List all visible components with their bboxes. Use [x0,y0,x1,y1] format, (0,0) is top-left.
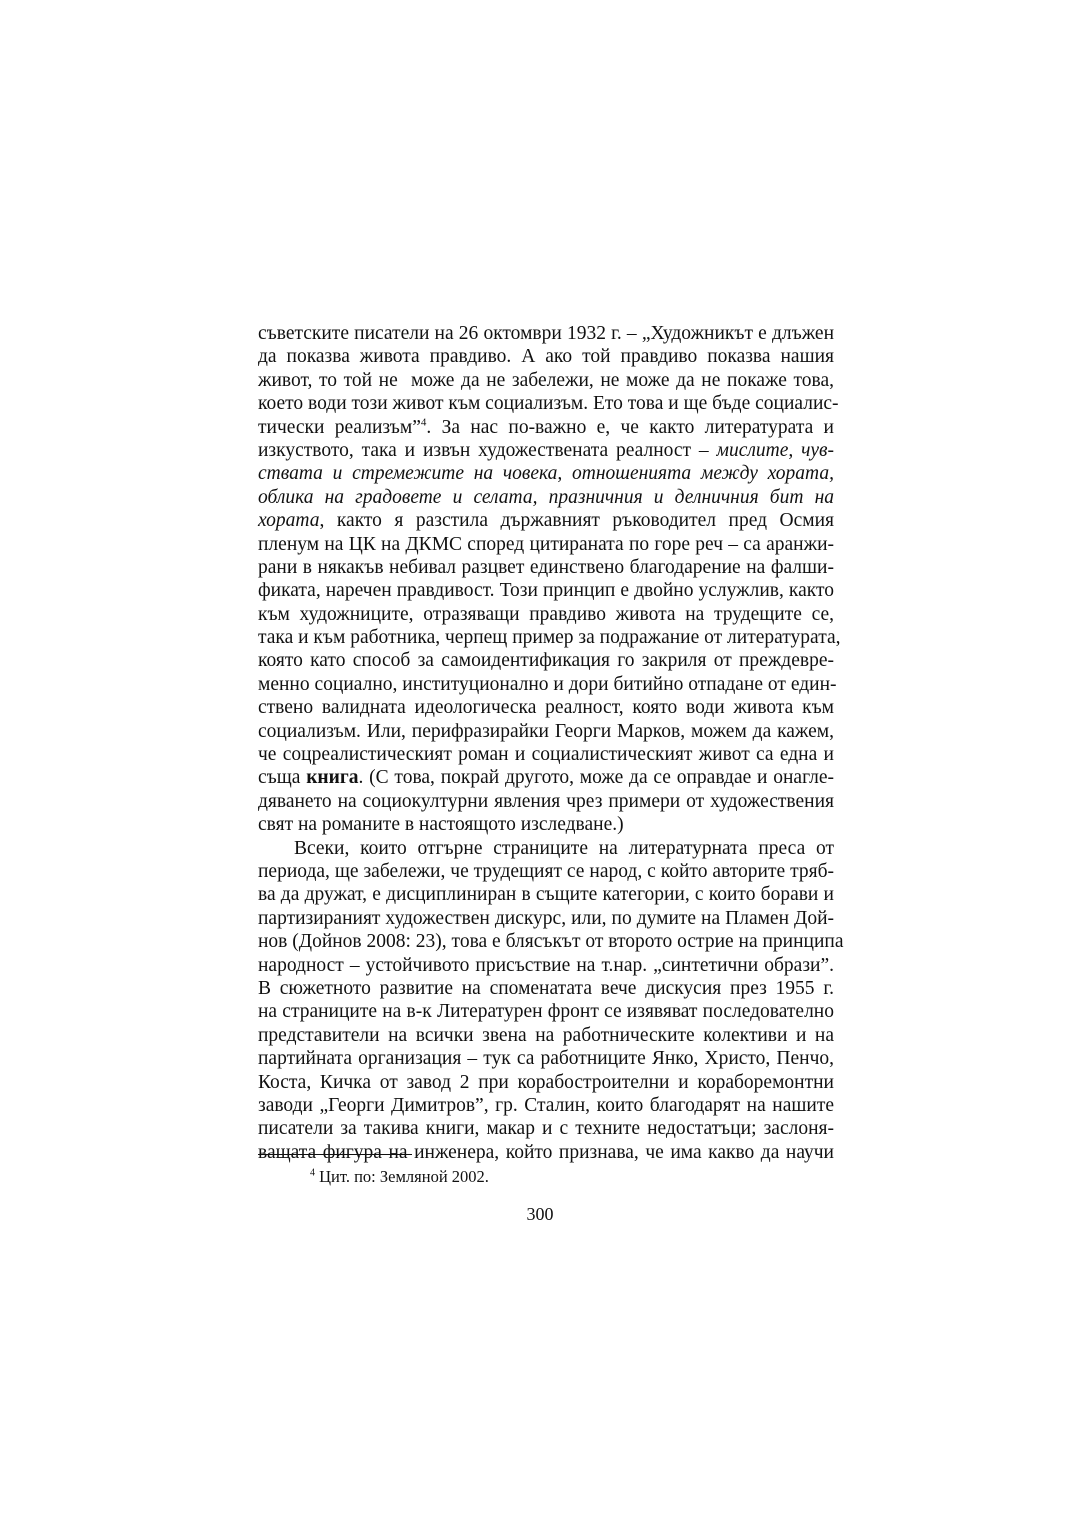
text-line: социализъм. Или, перифразирайки Георги Марков, можем да кажем, [258,720,834,742]
text-line: Всеки, които отгърне страниците на литературната преса от [294,837,834,859]
text-line: ва да дружат, е дисциплиниран в същите категории, с които борави и [258,884,834,906]
text-line: тически реализъм”$^4$. За нас по-важно е, че както литературата и [258,416,834,438]
text-line: което води този живот към социализъм. Ето това и ще бъде социалис- [258,393,839,415]
text-line: живот, то той не може да не забележи, не може да не покаже това, [258,369,834,391]
text-line: нов (Дойнов 2008: 23), това е блясъкът от второто острие на принципа [258,931,844,953]
text-line: рани в някакъв небивал разцвет единствено благодарение на фалши- [258,556,834,578]
text-line: ствата и стремежите на човека, отношенията между хората, [258,463,834,485]
text-line: хората, както я разстила държавният ръководител пред Осмия [258,510,834,532]
text-line: облика на градовете и селата, празничния и делничния бит на [258,486,834,508]
footnote-marker: 4 [310,1167,315,1179]
bold-term: книга [306,767,359,789]
text-line: фиката, наречен правдивост. Този принцип е двойно услужлив, както [258,580,834,602]
page-number: 300 [526,1204,554,1224]
main-text [258,322,844,1164]
text-line: съща книга. (С това, покрай другото, може да се оправдае и онагле- [258,767,834,789]
text-line: пленум на ЦК на ДКМС според цитираната по горе реч – са аранжи- [258,533,834,555]
footnote-text: Цит. по: Земляной 2002. [315,1167,489,1186]
text-line: дяването на социокултурни явления чрез примери от художествения [258,790,834,812]
footnote [310,1167,489,1187]
text-line: ствено валидната идеологическа реалност, която води живота към [258,697,834,719]
text-line: представители на всички звена на работническите колективи и на [258,1024,834,1046]
text-line: Коста, Кичка от завод 2 при корабостроителни и кораборемонтни [258,1071,834,1093]
text-line: така и към работника, черпещ пример за подражание от литературата, [258,627,841,649]
text-line: менно социално, институционално и дори битийно отпадане от един- [258,673,837,695]
text-line: която като способ за самоидентификация го закриля от преждевре- [258,650,834,672]
text-line: периода, ще забележи, че трудещият се народ, с който авторите тряб- [258,860,834,882]
text-line: В сюжетното развитие на споменатата вече дискусия през 1955 г. [258,977,834,999]
text-line: свят на романите в настоящото изследване.) [258,814,624,836]
text-line: партийната организация – тук са работниците Янко, Христо, Пенчо, [258,1048,834,1070]
text-line: заводи „Георги Димитров”, гр. Сталин, които благодарят на нашите [258,1094,834,1116]
text-line: да показва живота правдиво. А ако той правдиво показва нашия [258,346,834,368]
text-line: съветските писатели на 26 октомври 1932 г. – „Художникът е длъжен [258,323,834,344]
text-line: изкуството, така и извън художествената реалност – мислите, чув- [258,439,834,461]
text-line: народност – устойчивото присъствие на т.нар. „синтетични образи”. [258,954,834,976]
text-line: че соцреалистическият роман и социалистическият живот са една и [258,744,834,766]
text-line: на страниците на в-к Литературен фронт се изявяват последователно [258,1001,834,1023]
text-line: към художниците, отразяващи правдиво живота на трудещите се, [258,603,834,625]
footnote-separator [258,1154,412,1155]
text-line: писатели за такива книги, макар и с техните недостатъци; заслоня- [258,1118,834,1140]
text-line: партизираният художествен дискурс, или, по думите на Пламен Дой- [258,907,834,929]
footnote-reference: 4 [420,416,427,429]
text-line: ващата фигура на инженера, който признава, че има какво да научи [258,1141,834,1163]
